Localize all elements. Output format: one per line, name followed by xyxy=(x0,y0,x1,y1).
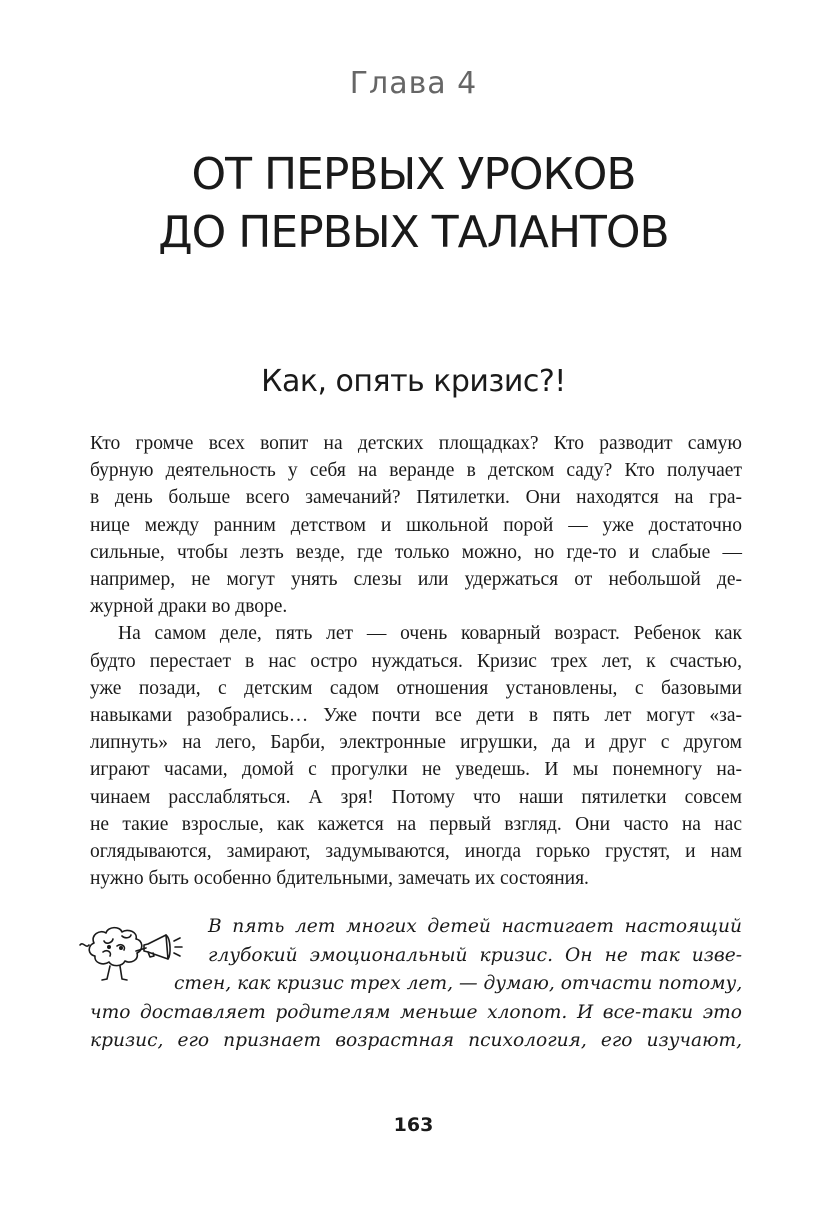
chapter-label: Глава 4 xyxy=(349,66,478,101)
callout-line: В пять лет многих детей настигает настоящий xyxy=(208,916,742,937)
callout-line: глубокий эмоциональный кризис. Он не так изве- xyxy=(208,944,742,966)
text-line: в день больше всего замечаний? Пятилетки. Они находятся на гра- xyxy=(90,487,742,509)
text-line: оглядываются, замирают, задумываются, иногда горько грустят, и нам xyxy=(90,841,742,863)
callout-line: кризис, его признает возрастная психология, его изучают, xyxy=(90,1030,742,1051)
text-line: бурную деятельность у себя на веранде в детском саду? Кто получает xyxy=(90,460,742,482)
text-line: журной драки во дворе. xyxy=(90,596,288,618)
chapter-title xyxy=(0,146,827,262)
text-line: Кто громче всех вопит на детских площадках? Кто разводит самую xyxy=(90,433,742,454)
text-line: будто перестает в нас остро нуждаться. Кризис трех лет, к счастью, xyxy=(90,650,742,672)
paragraph-2 xyxy=(90,620,742,892)
text-line: чинаем расслабляться. А зря! Потому что наши пятилетки совсем xyxy=(90,786,742,808)
page-number: 163 xyxy=(393,1114,434,1136)
text-line: На самом деле, пять лет — очень коварный возраст. Ребенок как xyxy=(118,623,742,645)
text-line: липнуть» на лего, Барби, электронные игрушки, да и друг с другом xyxy=(90,732,742,754)
body-text xyxy=(90,430,742,892)
text-line: нице между ранним детством и школьной порой — уже достаточно xyxy=(90,514,742,536)
text-line: навыками разобрались… Уже почти все дети в пять лет могут «за- xyxy=(90,705,742,727)
callout-line: что доставляет родителям меньше хлопот. И все-таки это xyxy=(90,1001,742,1023)
chapter-title-line-1: ОТ ПЕРВЫХ УРОКОВ xyxy=(191,149,636,200)
text-line: например, не могут унять слезы или удержаться от небольшой де- xyxy=(90,569,742,591)
paragraph-1 xyxy=(90,430,742,620)
text-line: сильные, чтобы лезть везде, где только можно, но где-то и слабые — xyxy=(90,541,742,563)
text-line: уже позади, с детским садом отношения установлены, с базовыми xyxy=(90,677,742,699)
callout-text xyxy=(90,913,742,1056)
text-line: не такие взрослые, как кажется на первый взгляд. Они часто на нас xyxy=(90,813,742,835)
chapter-title-line-2: ДО ПЕРВЫХ ТАЛАНТОВ xyxy=(158,207,669,258)
section-heading: Как, опять кризис?! xyxy=(261,364,566,399)
text-line: нужно быть особенно бдительными, замечать их состояния. xyxy=(90,868,589,890)
callout-line: стен, как кризис трех лет, — думаю, отчасти потому, xyxy=(174,973,743,994)
text-line: играют часами, домой с прогулки не уведешь. И мы понемногу на- xyxy=(90,759,742,781)
callout-note xyxy=(90,913,742,1063)
